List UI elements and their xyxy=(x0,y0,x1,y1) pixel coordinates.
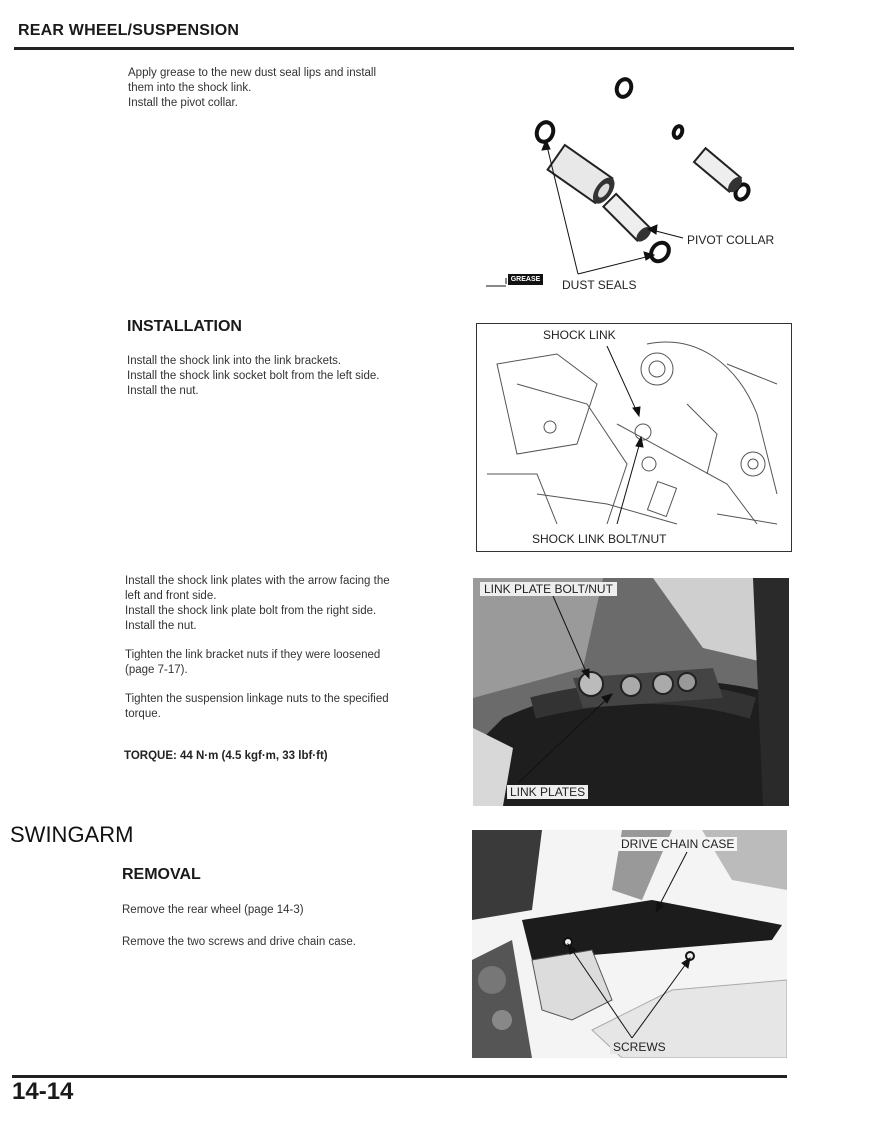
shock-link-figure xyxy=(476,323,792,552)
intro-line-1: Apply grease to the new dust seal lips and install xyxy=(128,67,377,79)
header-rule xyxy=(14,47,794,50)
linkage-torque-line-1: Tighten the suspension linkage nuts to the specified xyxy=(125,693,389,705)
installation-line-3: Install the nut. xyxy=(127,385,199,397)
linkage-torque-line-2: torque. xyxy=(125,708,161,720)
intro-text xyxy=(128,66,463,111)
pivot-collar-callout: PIVOT COLLAR xyxy=(687,233,775,247)
screws-callout: SCREWS xyxy=(610,1040,669,1054)
plates-line-2: left and front side. xyxy=(125,590,217,602)
link-plates-photo xyxy=(473,578,789,806)
installation-text xyxy=(127,354,447,399)
installation-heading: INSTALLATION xyxy=(127,318,242,335)
shock-link-callout: SHOCK LINK xyxy=(543,328,616,342)
installation-line-2: Install the shock link socket bolt from the left side. xyxy=(127,370,380,382)
grease-symbol-label: GREASE xyxy=(508,274,543,285)
shock-link-bolt-nut-callout: SHOCK LINK BOLT/NUT xyxy=(532,532,667,546)
plates-line-3: Install the shock link plate bolt from the right side. xyxy=(125,605,377,617)
link-plates-callout: LINK PLATES xyxy=(507,785,588,799)
bracket-nuts-line-2: (page 7-17). xyxy=(125,664,188,676)
dust-seals-callout: DUST SEALS xyxy=(562,278,637,292)
pivot-collar-exploded-figure xyxy=(478,70,798,300)
intro-line-2: them into the shock link. xyxy=(128,82,252,94)
drive-chain-case-callout: DRIVE CHAIN CASE xyxy=(618,837,737,851)
bracket-nuts-line-1: Tighten the link bracket nuts if they were loosened xyxy=(125,649,381,661)
installation-line-1: Install the shock link into the link brackets. xyxy=(127,355,342,367)
page-header-title: REAR WHEEL/SUSPENSION xyxy=(18,22,240,39)
page-number: 14-14 xyxy=(12,1078,74,1105)
link-plate-bolt-nut-callout: LINK PLATE BOLT/NUT xyxy=(480,582,617,596)
drive-chain-case-photo xyxy=(472,830,787,1058)
shock-link-drawing xyxy=(477,324,791,551)
removal-line-2: Remove the two screws and drive chain case. xyxy=(122,936,356,948)
removal-heading: REMOVAL xyxy=(122,866,201,883)
link-plates-text xyxy=(125,574,458,722)
plates-line-4: Install the nut. xyxy=(125,620,197,632)
torque-spec: TORQUE: 44 N·m (4.5 kgf·m, 33 lbf·ft) xyxy=(124,750,328,762)
drive-chain-case-photo-art xyxy=(472,830,787,1058)
swingarm-section-title: SWINGARM xyxy=(10,822,134,847)
plates-line-1: Install the shock link plates with the arrow facing the xyxy=(125,575,390,587)
intro-line-3: Install the pivot collar. xyxy=(128,97,238,109)
link-plates-photo-art xyxy=(473,578,789,806)
footer-rule xyxy=(12,1075,787,1078)
removal-line-1: Remove the rear wheel (page 14-3) xyxy=(122,904,304,916)
